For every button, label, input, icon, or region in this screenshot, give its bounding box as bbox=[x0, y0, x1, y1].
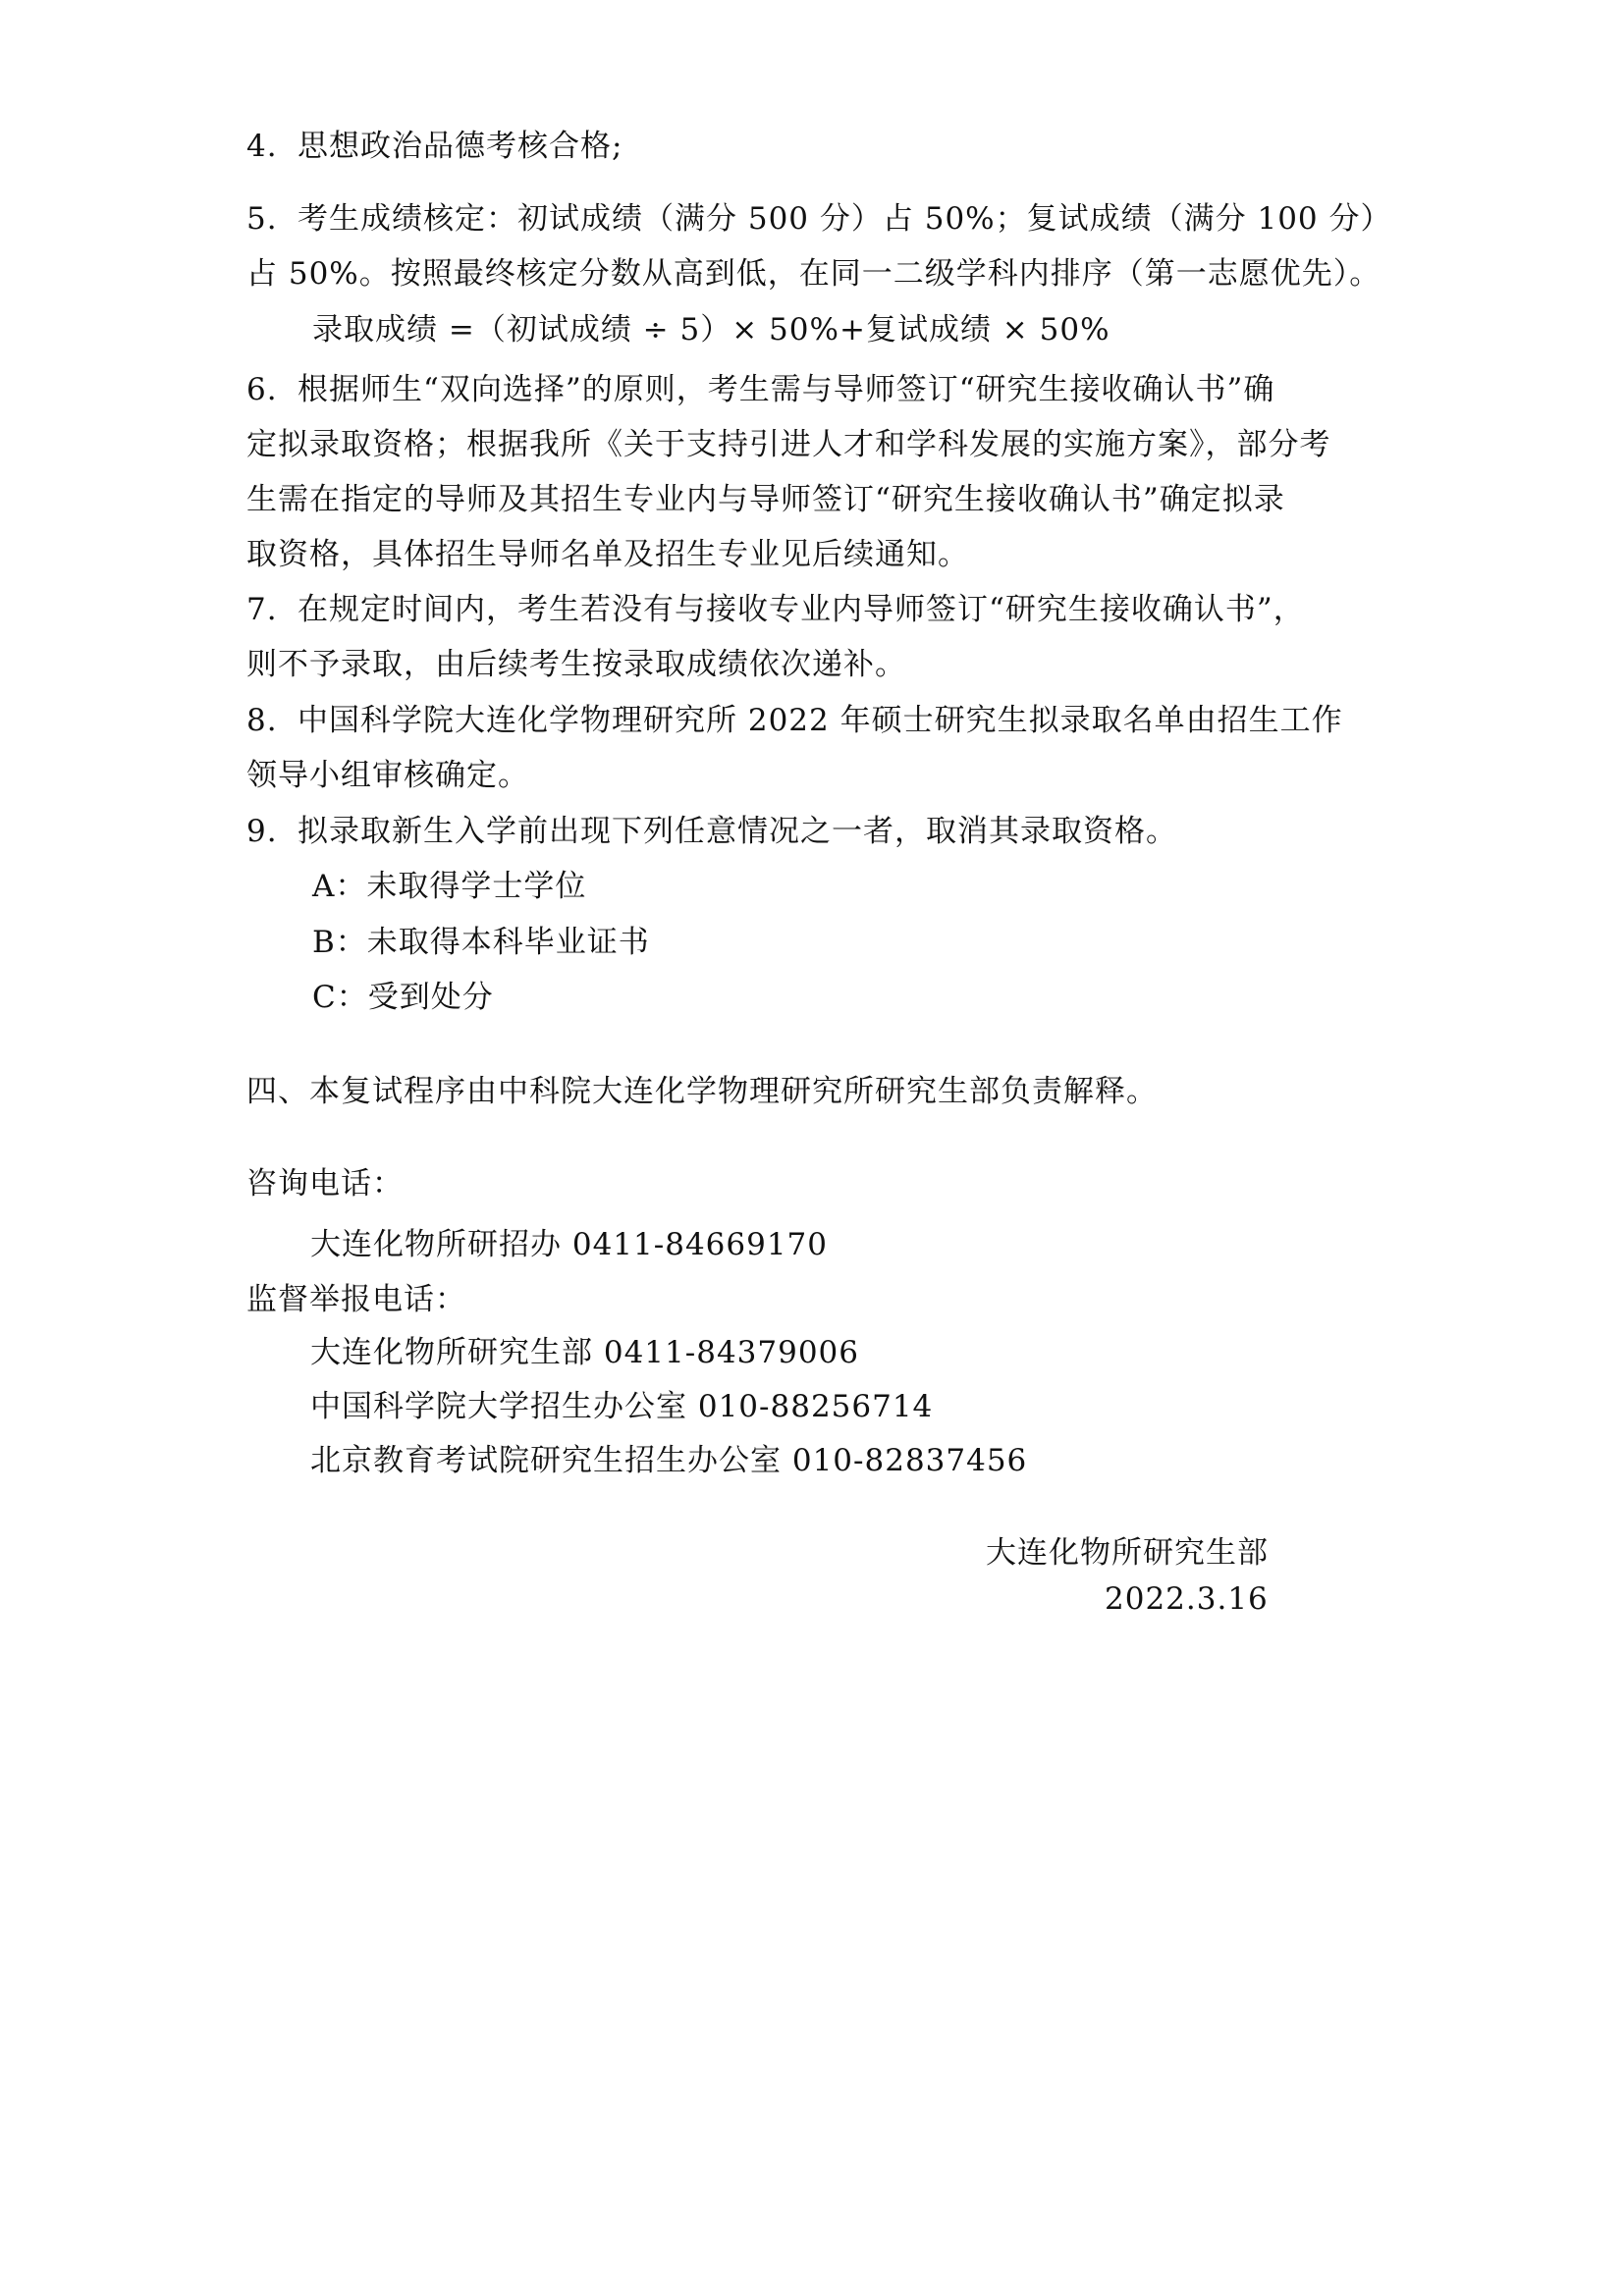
rule-9 bbox=[246, 813, 1177, 850]
supervise-phone-label: 监督举报电话： bbox=[246, 1282, 466, 1317]
rule-7-line-1 bbox=[246, 591, 1305, 628]
rule-8-line-2: 领导小组审核确定。 bbox=[246, 758, 529, 793]
rule-number: 5. bbox=[246, 201, 278, 237]
condition-item-b: B：未取得本科毕业证书 bbox=[312, 925, 650, 960]
rule-number: 6. bbox=[246, 372, 278, 407]
rule-6-line-4: 取资格，具体招生导师名单及招生专业见后续通知。 bbox=[246, 537, 969, 572]
rule-number: 4. bbox=[246, 129, 278, 164]
condition-item-c: C：受到处分 bbox=[312, 980, 494, 1015]
rule-number: 7. bbox=[246, 592, 278, 627]
supervise-phone-line-1: 大连化物所研究生部 0411-84379006 bbox=[310, 1335, 860, 1370]
rule-6-line-2: 定拟录取资格；根据我所《关于支持引进人才和学科发展的实施方案》，部分考 bbox=[246, 427, 1331, 462]
rule-text: 在规定时间内，考生若没有与接收专业内导师签订“研究生接收确认书”， bbox=[298, 592, 1305, 627]
signature-date: 2022.3.16 bbox=[1105, 1581, 1269, 1617]
supervise-phone-line-2: 中国科学院大学招生办公室 010-88256714 bbox=[310, 1389, 934, 1424]
rule-7-line-2: 则不予录取，由后续考生按录取成绩依次递补。 bbox=[246, 647, 906, 682]
rule-text: 根据师生“双向选择”的原则，考生需与导师签订“研究生接收确认书”确 bbox=[298, 372, 1275, 407]
supervise-phone-line-3: 北京教育考试院研究生招生办公室 010-82837456 bbox=[310, 1443, 1028, 1478]
rule-number: 9. bbox=[246, 814, 278, 849]
condition-item-a: A：未取得学士学位 bbox=[312, 869, 587, 904]
rule-text: 考生成绩核定：初试成绩（满分 500 分）占 50%；复试成绩（满分 100 分） bbox=[298, 201, 1392, 237]
rule-text: 中国科学院大连化学物理研究所 2022 年硕士研究生拟录取名单由招生工作 bbox=[298, 703, 1343, 738]
consult-phone-label: 咨询电话： bbox=[246, 1166, 404, 1201]
rule-6-line-3: 生需在指定的导师及其招生专业内与导师签订“研究生接收确认书”确定拟录 bbox=[246, 482, 1285, 517]
score-formula: 录取成绩 =（初试成绩 ÷ 5）× 50%+复试成绩 × 50% bbox=[312, 312, 1110, 347]
consult-phone-line: 大连化物所研招办 0411-84669170 bbox=[310, 1227, 829, 1262]
rule-5-line-1 bbox=[246, 200, 1392, 238]
signature-org: 大连化物所研究生部 bbox=[986, 1535, 1269, 1571]
rule-text: 思想政治品德考核合格; bbox=[298, 129, 623, 164]
rule-4 bbox=[246, 128, 623, 165]
rule-8-line-1 bbox=[246, 702, 1343, 739]
section-4-statement: 四、本复试程序由中科院大连化学物理研究所研究生部负责解释。 bbox=[246, 1074, 1158, 1109]
rule-5-line-2: 占 50%。按照最终核定分数从高到低，在同一二级学科内排序（第一志愿优先）。 bbox=[246, 256, 1381, 292]
rule-6-line-1 bbox=[246, 371, 1274, 408]
rule-text: 拟录取新生入学前出现下列任意情况之一者，取消其录取资格。 bbox=[298, 814, 1177, 849]
rule-number: 8. bbox=[246, 703, 278, 738]
